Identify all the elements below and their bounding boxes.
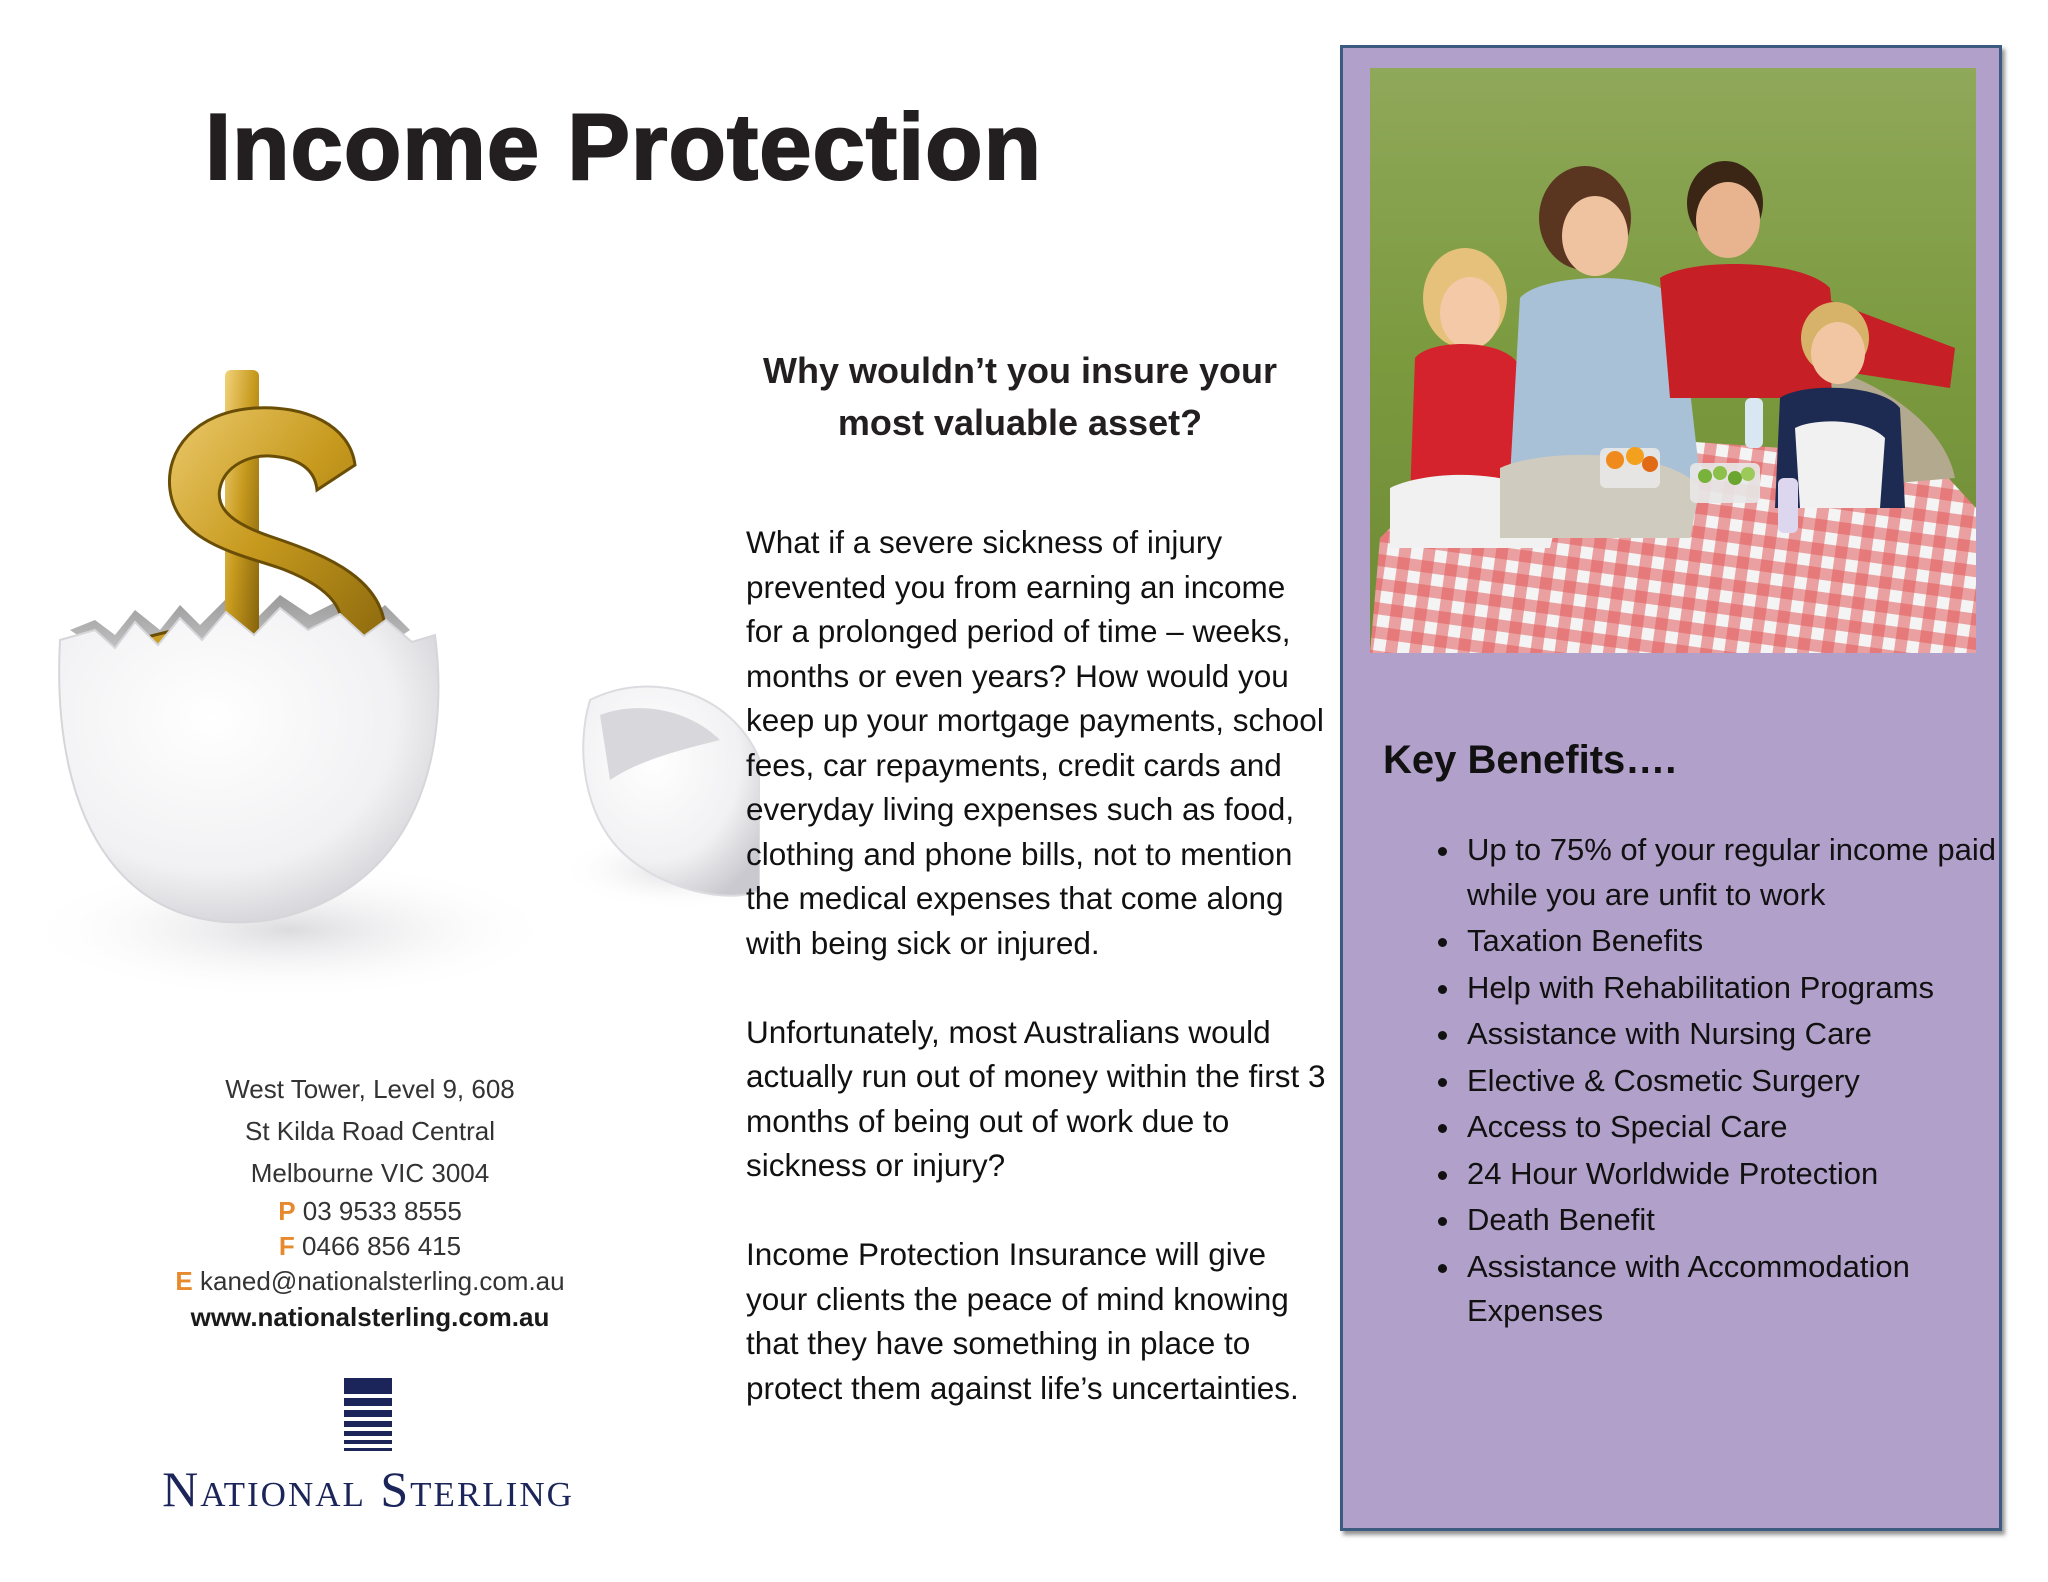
address-line-3: Melbourne VIC 3004 (250, 1158, 490, 1188)
benefit-item: • Access to Special Care (1463, 1105, 2033, 1150)
benefits-list (1403, 828, 2033, 1336)
address-line-2: St Kilda Road Central (244, 1116, 496, 1146)
benefit-item: • Up to 75% of your regular income paid while you are unfit to work (1463, 828, 2033, 917)
benefit-item: • Assistance with Nursing Care (1463, 1012, 2033, 1057)
body-paragraph: Unfortunately, most Australians would actually run out of money within the first 3 months of being out of work due to sickness or injury? (746, 1013, 1326, 1183)
benefit-item: • Help with Rehabilitation Programs (1463, 966, 2033, 1011)
address-line-1: West Tower, Level 9, 608 (225, 1074, 515, 1104)
page-title: Income Protection (205, 94, 1043, 199)
benefit-item: • 24 Hour Worldwide Protection (1463, 1152, 2033, 1197)
website-link[interactable]: www.nationalsterling.com.au (190, 1302, 550, 1332)
fax-number: 0466 856 415 (302, 1231, 462, 1261)
phone-number: 03 9533 8555 (302, 1196, 462, 1226)
stripes-logo-icon (344, 1378, 392, 1452)
dollar-egg-illustration (40, 330, 760, 1030)
key-benefits-heading: Key Benefits…. (1383, 738, 1677, 782)
body-copy (746, 520, 1326, 1455)
email-key: E (175, 1266, 193, 1296)
phone-line (150, 1194, 590, 1229)
benefit-item: • Elective & Cosmetic Surgery (1463, 1059, 2033, 1104)
fax-line (150, 1229, 590, 1264)
body-paragraph: Income Protection Insurance will give your clients the peace of mind knowing that they have something in place to protect them against life’s uncertainties. (746, 1236, 1299, 1406)
phone-key: P (278, 1196, 296, 1226)
family-picnic-photo (1370, 68, 1976, 653)
email-address[interactable]: kaned@nationalsterling.com.au (199, 1266, 565, 1296)
company-logo (88, 1378, 648, 1517)
benefit-item: • Death Benefit (1463, 1198, 2033, 1243)
body-paragraph: What if a severe sickness of injury prevented you from earning an income for a prolonged period of time – weeks, months or even years? How would you keep up your mortgage payments, school fees, car repayments, credit cards and everyday living expenses such as food, clothing and phone bills, not to mention the medical expenses that come along with being sick or injured. (746, 524, 1324, 961)
fax-key: F (278, 1231, 295, 1261)
email-line (150, 1264, 590, 1299)
contact-block (150, 1068, 590, 1335)
benefit-item: • Taxation Benefits (1463, 919, 2033, 964)
benefit-item: • Assistance with Accommodation Expenses (1463, 1245, 2033, 1334)
benefits-panel (1340, 45, 2002, 1531)
logo-wordmark: National Sterling (162, 1461, 574, 1517)
subtitle-question: Why wouldn’t you insure your most valuable asset? (762, 350, 1277, 443)
